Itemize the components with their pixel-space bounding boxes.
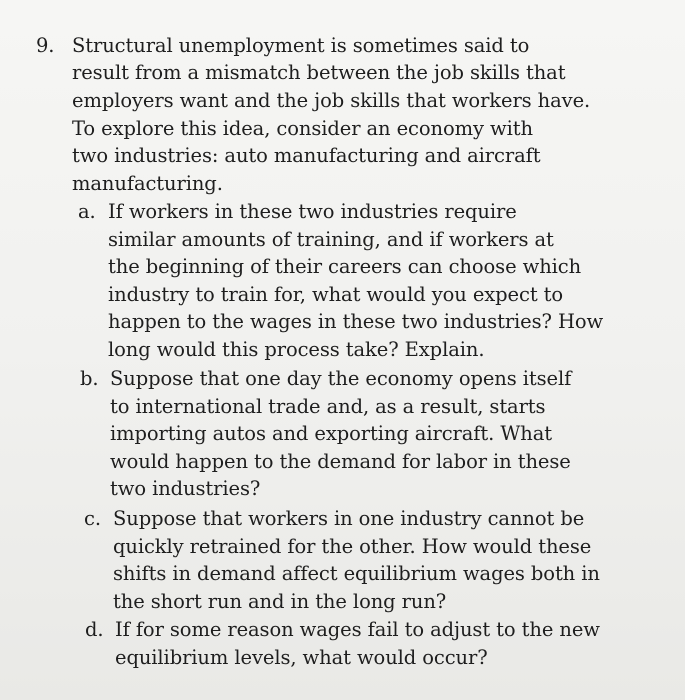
part-a-line: similar amounts of training, and if workers at xyxy=(108,228,554,251)
part-a-label: a. xyxy=(78,200,96,223)
part-b-label: b. xyxy=(80,367,99,390)
question-line: employers want and the job skills that workers have. xyxy=(72,89,591,112)
question-number: 9. xyxy=(36,34,55,57)
part-b-line: importing autos and exporting aircraft. What xyxy=(110,422,552,445)
part-a-line: the beginning of their careers can choose which xyxy=(108,255,582,278)
part-d-line: equilibrium levels, what would occur? xyxy=(115,646,488,669)
part-c-line: shifts in demand affect equilibrium wages both in xyxy=(113,562,600,585)
part-b-line: would happen to the demand for labor in these xyxy=(110,450,571,473)
part-c-line: quickly retrained for the other. How would these xyxy=(113,535,592,558)
part-b-line: two industries? xyxy=(110,477,261,500)
part-d-line: If for some reason wages fail to adjust to the new xyxy=(115,618,600,641)
part-a-line: long would this process take? Explain. xyxy=(108,338,485,361)
part-c-line: the short run and in the long run? xyxy=(113,590,447,613)
part-c-line: Suppose that workers in one industry cannot be xyxy=(113,507,585,530)
question-line: two industries: auto manufacturing and aircraft xyxy=(72,144,541,167)
question-line: To explore this idea, consider an economy with xyxy=(72,117,533,140)
part-a-line: If workers in these two industries require xyxy=(108,200,517,223)
question-line: Structural unemployment is sometimes said to xyxy=(72,34,530,57)
part-c-label: c. xyxy=(84,507,101,530)
part-a-line: industry to train for, what would you expect to xyxy=(108,283,564,306)
question-line: manufacturing. xyxy=(72,172,223,195)
part-a-line: happen to the wages in these two industries? How xyxy=(108,310,604,333)
part-d-label: d. xyxy=(85,618,104,641)
part-b-line: Suppose that one day the economy opens itself xyxy=(110,367,572,390)
part-b-line: to international trade and, as a result, starts xyxy=(110,395,546,418)
question-line: result from a mismatch between the job skills that xyxy=(72,61,566,84)
